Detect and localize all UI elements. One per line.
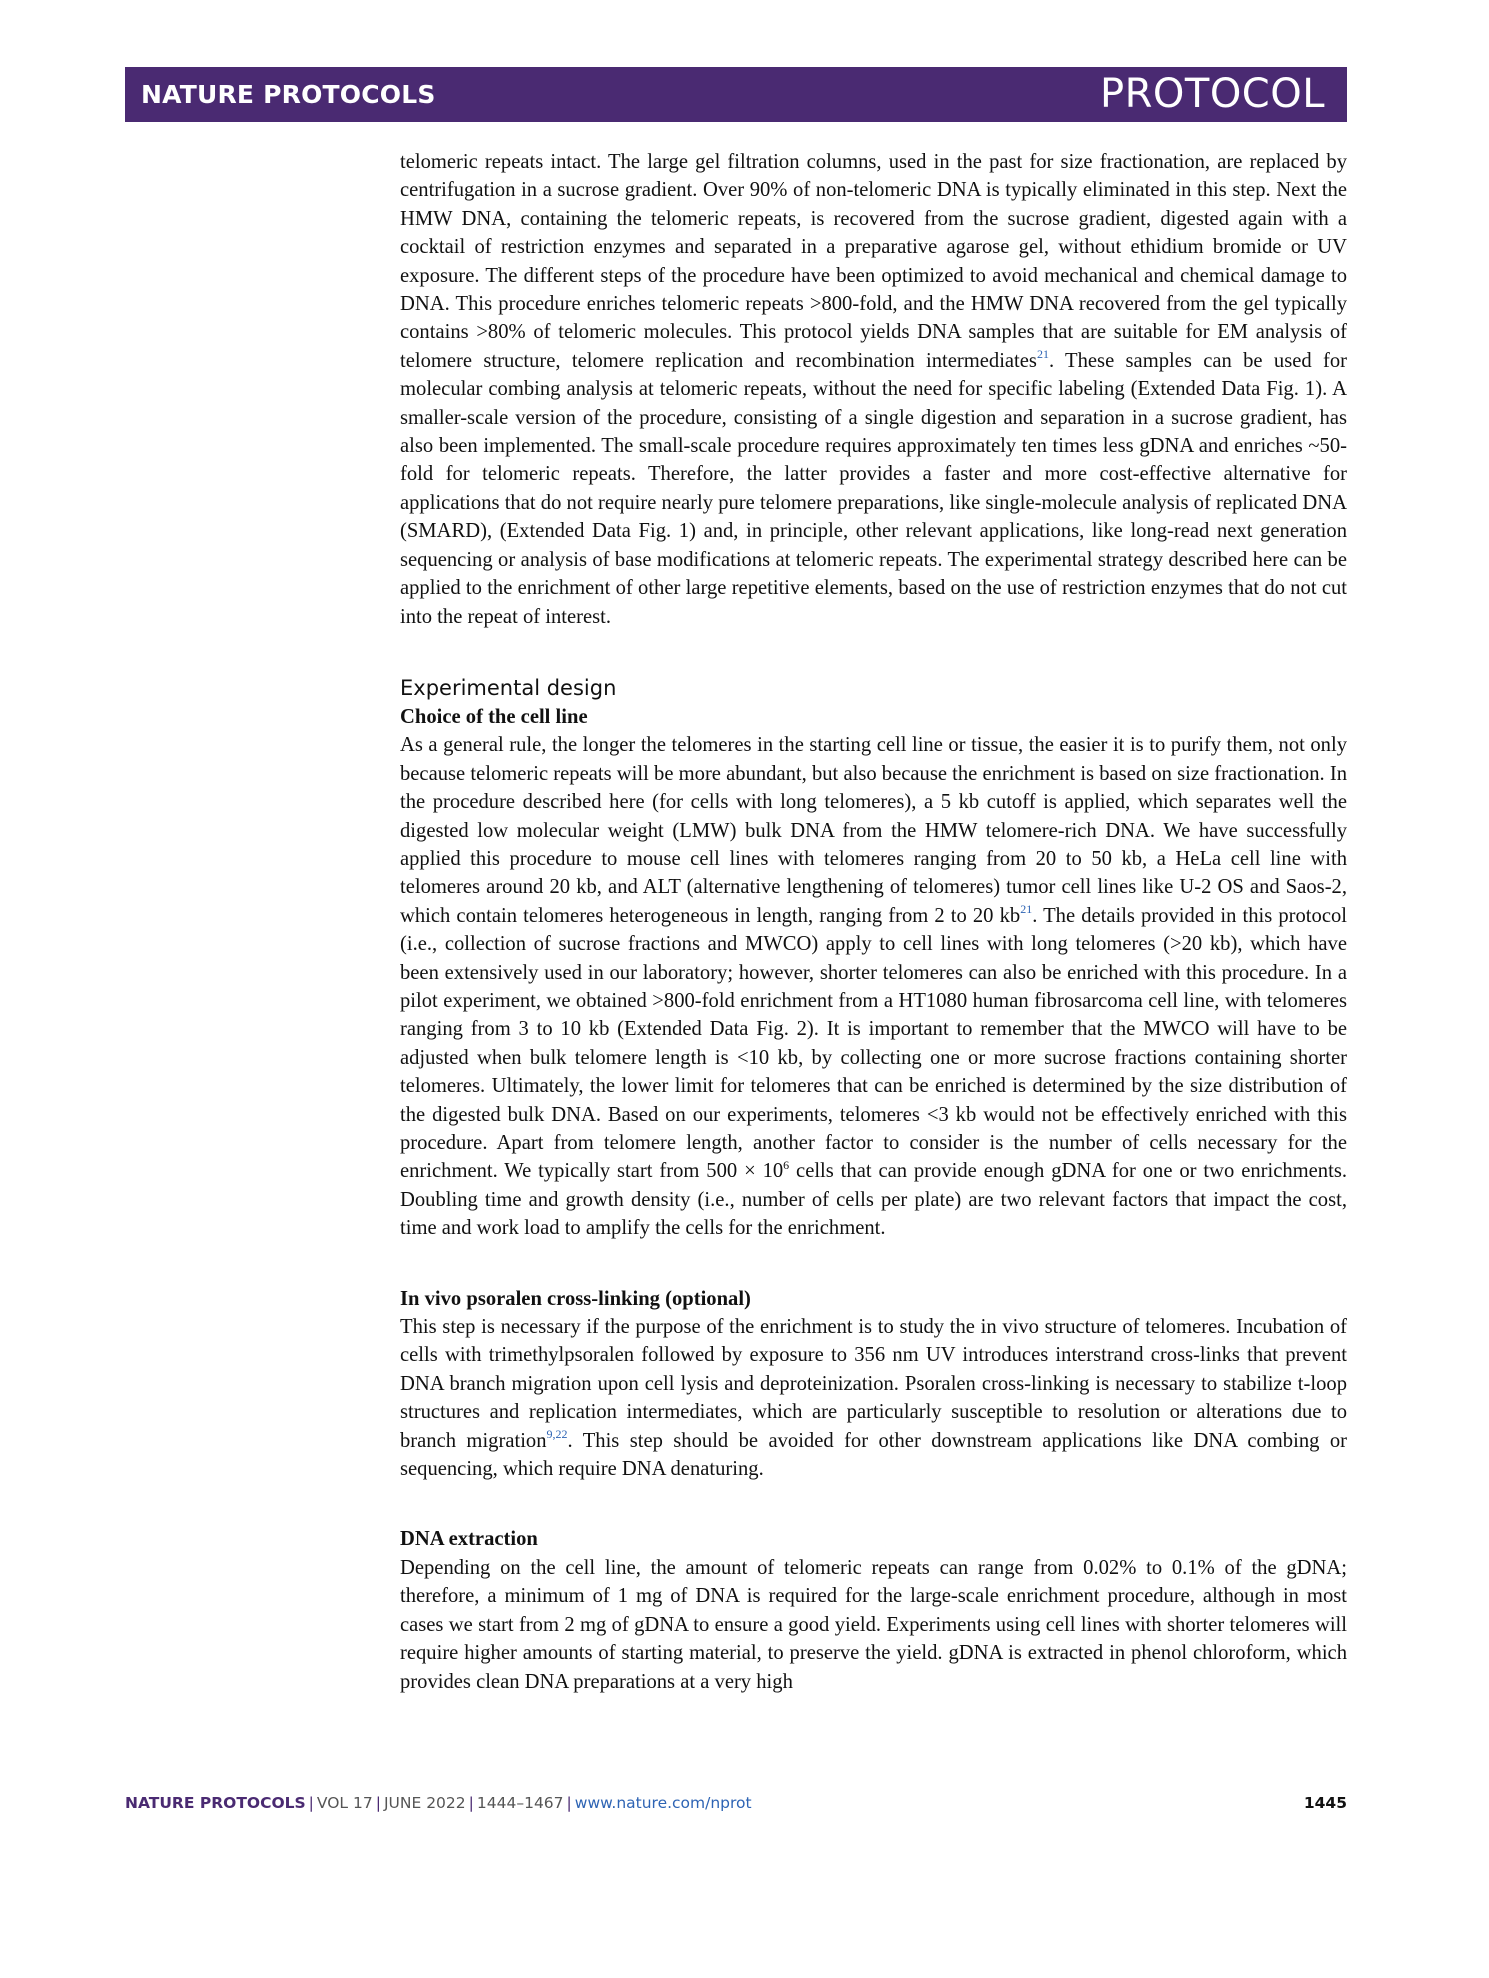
psoralen-text-a: This step is necessary if the purpose of the enrichment is to study the in vivo structure of telomeres. Incubation of cells with trimethylpsoralen followed by exposure to 356 nm UV introduces interstrand cross-links that prevent DNA branch migration upon cell lysis and deproteinization. Psoralen cross-linking is necessary to stabilize t-loop structures and replication intermediates, which are particularly susceptible to resolution or alterations due to branch migration <box>400 1316 1347 1452</box>
citation-ref[interactable]: 9,22 <box>546 1426 568 1441</box>
cell-line-text-b: . The details provided in this protocol (i.e., collection of sucrose fractions and MWCO) apply to cell lines with long telomeres (>20 kb), which have been extensively used in our laboratory; however, shorter telomeres can also be enriched with this procedure. In a pilot experiment, we obtained >800-fold enrichment from a HT1080 human fibrosarcoma cell line, with telomeres ranging from 3 to 10 kb (Extended Data Fig. 2). It is important to remember that the MWCO will have to be adjusted when bulk telomere length is <10 kb, by collecting one or more sucrose fractions containing shorter telomeres. Ultimately, the lower limit for telomeres that can be enriched is determined by the size distribution of the digested bulk DNA. Based on our experiments, telomeres <3 kb would not be effectively enriched with this procedure. Apart from telomere length, another factor to consider is the number of cells necessary for the enrichment. We typically start from 500 × 10 <box>400 904 1347 1183</box>
footer-separator: | <box>308 1794 314 1812</box>
cell-line-paragraph <box>400 731 1347 1242</box>
footer-separator: | <box>566 1794 572 1812</box>
footer-journal: NATURE PROTOCOLS <box>125 1794 306 1812</box>
article-body <box>400 148 1347 1696</box>
journal-name: NATURE PROTOCOLS <box>141 80 436 109</box>
subheading-cell-line: Choice of the cell line <box>400 705 588 728</box>
dna-extraction-paragraph: Depending on the cell line, the amount of telomeric repeats can range from 0.02% to 0.1% of the gDNA; therefore, a minimum of 1 mg of DNA is required for the large-scale enrichment procedure, although in most cases we start from 2 mg of gDNA to ensure a good yield. Experiments using cell lines with shorter telomeres will require higher amounts of starting material, to preserve the yield. gDNA is extracted in phenol chloroform, which provides clean DNA preparations at a very high <box>400 1556 1347 1693</box>
exponent: 6 <box>783 1157 790 1172</box>
subheading-dna-extraction: DNA extraction <box>400 1528 538 1551</box>
cell-line-text-a: As a general rule, the longer the telomeres in the starting cell line or tissue, the easier it is to purify them, not only because telomeric repeats will be more abundant, but also because the enrichment is based on size fractionation. In the procedure described here (for cells with long telomeres), a 5 kb cutoff is applied, which separates well the digested low molecular weight (LMW) bulk DNA from the HMW telomere-rich DNA. We have successfully applied this procedure to mouse cell lines with telomeres ranging from 20 to 50 kb, a HeLa cell line with telomeres around 20 kb, and ALT (alternative lengthening of telomeres) tumor cell lines like U-2 OS and Saos-2, which contain telomeres heterogeneous in length, ranging from 2 to 20 kb <box>400 734 1347 927</box>
page-footer <box>125 1794 1347 1812</box>
footer-date: JUNE 2022 <box>383 1794 466 1812</box>
psoralen-paragraph <box>400 1313 1347 1483</box>
footer-url-link[interactable]: www.nature.com/nprot <box>574 1794 752 1812</box>
intro-text-b: . These samples can be used for molecular combing analysis at telomeric repeats, without the need for specific labeling (Extended Data Fig. 1). A smaller-scale version of the procedure, consisting of a single digestion and separation in a sucrose gradient, has also been implemented. The small-scale procedure requires approximately ten times less gDNA and enriches ~50-fold for telomeric repeats. Therefore, the latter provides a faster and more cost-effective alternative for applications that do not require nearly pure telomere preparations, like single-molecule analysis of replicated DNA (SMARD), (Extended Data Fig. 1) and, in principle, other relevant applications, like long-read next generation sequencing or analysis of base modifications at telomeric repeats. The experimental strategy described here can be applied to the enrichment of other large repetitive elements, based on the use of restriction enzymes that do not cut into the repeat of interest. <box>400 349 1347 628</box>
intro-paragraph <box>400 148 1347 631</box>
cell-line-text-c: cells that can provide enough gDNA for one or two enrichments. Doubling time and growth density (i.e., number of cells per plate) are two relevant factors that impact the cost, time and work load to amplify the cells for the enrichment. <box>400 1160 1347 1240</box>
subheading-psoralen: In vivo psoralen cross-linking (optional) <box>400 1287 751 1310</box>
citation-ref[interactable]: 21 <box>1036 346 1049 361</box>
footer-volume: VOL 17 <box>316 1794 373 1812</box>
article-type: PROTOCOL <box>1099 71 1325 117</box>
footer-separator: | <box>375 1794 381 1812</box>
section-heading-experimental-design: Experimental design <box>400 675 617 700</box>
footer-pages: 1444–1467 <box>476 1794 564 1812</box>
footer-separator: | <box>468 1794 474 1812</box>
page-number: 1445 <box>1303 1794 1347 1812</box>
journal-header-bar <box>125 67 1347 122</box>
intro-text-a: telomeric repeats intact. The large gel filtration columns, used in the past for size fractionation, are replaced by centrifugation in a sucrose gradient. Over 90% of non-telomeric DNA is typically eliminated in this step. Next the HMW DNA, containing the telomeric repeats, is recovered from the sucrose gradient, digested again with a cocktail of restriction enzymes and separated in a preparative agarose gel, without ethidium bromide or UV exposure. The different steps of the procedure have been optimized to avoid mechanical and chemical damage to DNA. This procedure enriches telomeric repeats >800-fold, and the HMW DNA recovered from the gel typically contains >80% of telomeric molecules. This protocol yields DNA samples that are suitable for EM analysis of telomere structure, telomere replication and recombination intermediates <box>400 151 1347 372</box>
citation-ref[interactable]: 21 <box>1020 901 1033 916</box>
psoralen-text-b: . This step should be avoided for other downstream applications like DNA combing or sequencing, which require DNA denaturing. <box>400 1429 1347 1481</box>
